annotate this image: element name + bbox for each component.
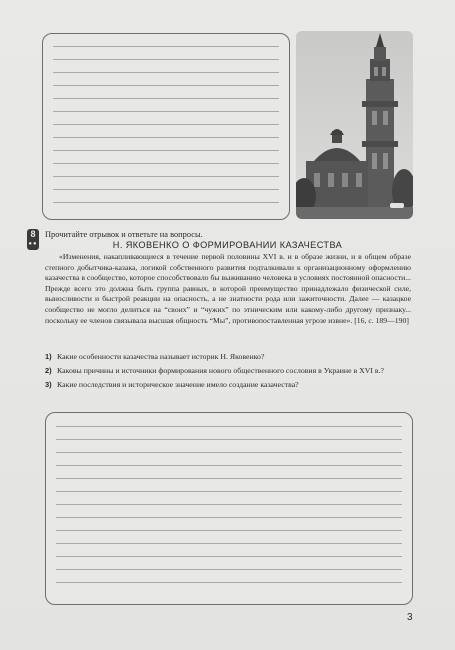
ruled-line — [53, 176, 279, 177]
ruled-line — [56, 517, 402, 518]
ruled-line — [56, 452, 402, 453]
question-text: Каковы причины и источники формирования нового общественного сословия в Украине в XVI в.? — [57, 366, 385, 375]
ruled-line — [56, 491, 402, 492]
question-list — [45, 352, 407, 394]
question-number: 3) — [45, 380, 52, 389]
ruled-line — [56, 530, 402, 531]
excerpt-heading: Н. ЯКОВЕНКО О ФОРМИРОВАНИИ КАЗАЧЕСТВА — [112, 240, 343, 250]
ruled-line — [53, 98, 279, 99]
ruled-line — [56, 439, 402, 440]
dots-icon: ●● — [28, 241, 38, 247]
ruled-line — [53, 46, 279, 47]
question-text: Какие последствия и историческое значение имело создание казачества? — [57, 380, 299, 389]
ruled-line — [56, 556, 402, 557]
ruled-line — [53, 124, 279, 125]
page-number: 3 — [407, 612, 413, 623]
question-item — [45, 352, 407, 362]
question-item — [45, 380, 407, 390]
ruled-line — [56, 582, 402, 583]
ruled-line — [53, 137, 279, 138]
task-number: 8 — [30, 229, 36, 239]
ruled-line — [56, 504, 402, 505]
ruled-line — [53, 111, 279, 112]
ruled-line — [56, 478, 402, 479]
question-text: Какие особенности казачества называет историк Н. Яковенко? — [57, 352, 265, 361]
question-number: 1) — [45, 352, 52, 361]
ruled-line — [53, 163, 279, 164]
excerpt-text: «Изменения, накапливающиеся в течение первой половины XVI в. и в образе жизни, и в общем образе степного добытчика-казака, логикой собственного развития подталкивали к организационному оформлению казачества в сообщество, которое способствовало бы выживанию человека в условиях постоянной опасности... Прежде всего это должна быть группа равных, в которой преимущество принадлежало физической силе, выносливости и быстрой реакции на опасность, а не знатности рода или зажиточности. Далее — казацкое сообщество не могло делиться на “своих” и “чужих” по этническим или какому-либо другому признаку... поскольку ее членов связывала высшая общность “Мы”, противопоставленная угрозе извне». [16, с. 189—190] — [45, 252, 411, 325]
ruled-line — [56, 569, 402, 570]
church-photo-drawing — [296, 31, 413, 219]
ruled-line — [56, 465, 402, 466]
ruled-line — [56, 426, 402, 427]
church-photo — [296, 31, 413, 219]
ruled-line — [53, 85, 279, 86]
ruled-line — [53, 202, 279, 203]
ruled-line — [53, 59, 279, 60]
ruled-line — [53, 150, 279, 151]
answer-box-bottom[interactable] — [45, 412, 413, 605]
ruled-line — [56, 543, 402, 544]
question-number: 2) — [45, 366, 52, 375]
answer-box-top[interactable] — [42, 33, 290, 220]
question-item — [45, 366, 407, 376]
task-instruction: Прочитайте отрывок и ответьте на вопросы. — [45, 230, 203, 239]
ruled-line — [53, 72, 279, 73]
ruled-line — [53, 189, 279, 190]
